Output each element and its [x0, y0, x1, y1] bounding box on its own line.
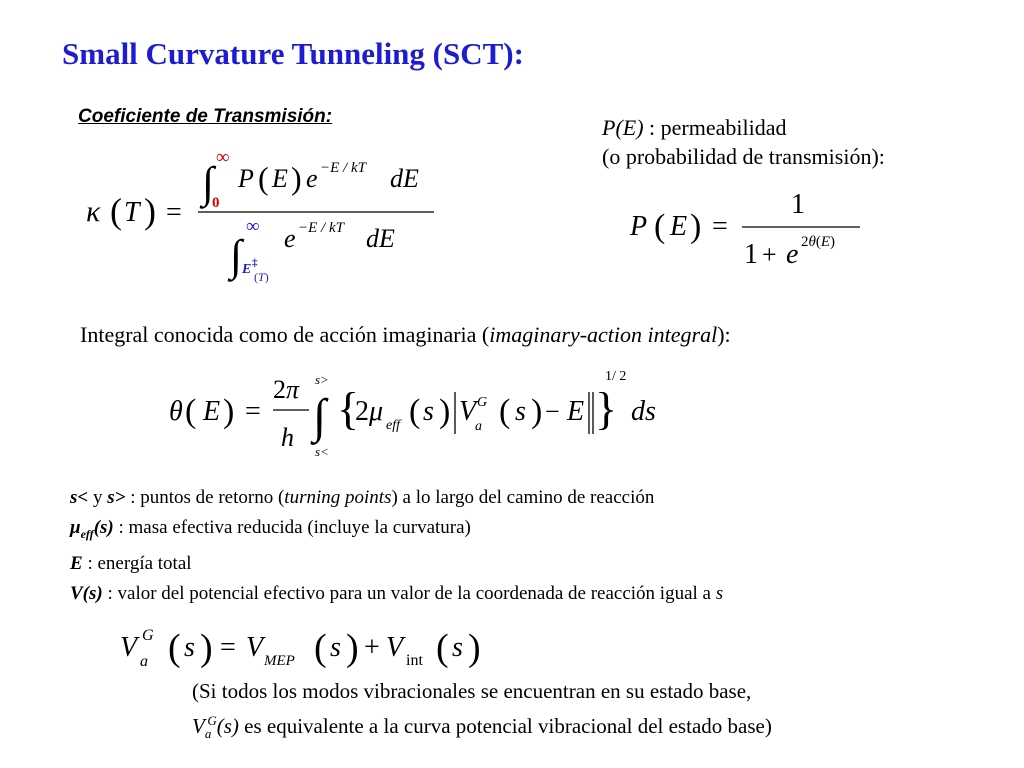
svg-text:s>: s>	[315, 372, 329, 387]
svg-text:): )	[144, 191, 156, 231]
svg-text:=: =	[166, 197, 182, 228]
svg-text:): )	[346, 627, 359, 669]
svg-text:dE: dE	[390, 164, 419, 193]
svg-text:s<: s<	[315, 444, 329, 459]
svg-text:s: s	[184, 632, 195, 663]
svg-text:2θ(E): 2θ(E)	[801, 234, 836, 250]
svg-text:−E / kT: −E / kT	[298, 220, 344, 236]
svg-text:E: E	[670, 211, 688, 242]
svg-text:(: (	[110, 191, 122, 231]
svg-text:(: (	[436, 627, 449, 669]
svg-text:E: E	[272, 164, 288, 193]
svg-text:int: int	[406, 652, 423, 669]
svg-text:a: a	[475, 419, 482, 434]
svg-text:(: (	[185, 393, 197, 430]
svg-text:s: s	[515, 396, 526, 427]
svg-text:−E / kT: −E / kT	[320, 160, 366, 176]
svg-text:e: e	[786, 239, 799, 270]
svg-text:=: =	[220, 632, 236, 663]
svg-text:∫: ∫	[202, 158, 215, 207]
svg-text:∫: ∫	[313, 390, 327, 443]
svg-text:∞: ∞	[246, 216, 260, 237]
svg-text:(: (	[258, 160, 269, 196]
integral-english-name: imaginary-action integral	[489, 322, 718, 347]
svg-text:{: {	[337, 383, 360, 434]
svg-text:s: s	[423, 396, 434, 427]
svg-text:): )	[439, 393, 451, 430]
svg-text:): )	[291, 160, 302, 196]
equation-adiabatic-potential	[118, 618, 498, 676]
svg-text:e: e	[306, 164, 318, 193]
svg-text:(: (	[314, 627, 327, 669]
section-subtitle: Coeficiente de Transmisión:	[78, 106, 333, 127]
svg-text:(: (	[409, 393, 421, 430]
equation-theta	[165, 364, 675, 464]
svg-text:=: =	[245, 396, 261, 427]
svg-text:a: a	[140, 653, 148, 670]
svg-text:P: P	[630, 211, 648, 242]
svg-text:∞: ∞	[216, 147, 230, 168]
svg-text:): )	[468, 627, 481, 669]
svg-text:s: s	[330, 632, 341, 663]
equation-kappa	[80, 145, 460, 295]
definition-energy: E : energía total	[70, 552, 192, 574]
definition-potential: V(s) : valor del potencial efectivo para un valor de la coordenada de reacción igual a s	[70, 582, 724, 604]
svg-text:): )	[200, 627, 213, 669]
svg-text:): )	[690, 208, 702, 245]
svg-text:=: =	[712, 211, 728, 242]
svg-text:ds: ds	[631, 396, 656, 427]
svg-text:0: 0	[212, 195, 220, 211]
svg-text:1/ 2: 1/ 2	[605, 369, 627, 384]
svg-text:E: E	[242, 262, 252, 277]
pe-line2: (o probabilidad de transmisión):	[602, 144, 885, 169]
integral-description: Integral conocida como de acción imaginaria (imaginary-action integral):	[80, 322, 731, 347]
svg-text:s: s	[452, 632, 463, 663]
svg-text:E: E	[203, 396, 221, 427]
footnote	[192, 676, 772, 749]
svg-text:P: P	[238, 164, 254, 193]
svg-text:κ: κ	[86, 195, 101, 228]
permeability-description: P(E) : permeabilidad (o probabilidad de transmisión):	[602, 115, 885, 169]
svg-text:T: T	[124, 197, 140, 228]
definitions-list	[70, 483, 723, 609]
svg-text:E: E	[567, 396, 585, 427]
svg-text:G: G	[142, 627, 154, 644]
svg-text:2π: 2π	[273, 375, 300, 404]
svg-text:V: V	[386, 632, 404, 663]
svg-text:−: −	[545, 397, 560, 426]
svg-text:2μ: 2μ	[355, 396, 384, 427]
svg-text:): )	[531, 393, 543, 430]
svg-text:+: +	[364, 632, 380, 663]
svg-text:(: (	[499, 393, 511, 430]
pe-symbol: P(E)	[602, 115, 644, 140]
svg-text:dE: dE	[366, 224, 395, 253]
equation-permeability	[628, 185, 878, 275]
svg-text:MEP: MEP	[264, 653, 295, 669]
svg-text:V: V	[120, 632, 138, 663]
svg-text:}: }	[595, 383, 618, 434]
svg-text:1: 1	[791, 189, 805, 220]
svg-text:V: V	[246, 632, 264, 663]
svg-text:V: V	[459, 396, 477, 427]
svg-text:e: e	[284, 224, 296, 253]
definition-turning-points: s< y s> : puntos de retorno (turning points) a lo largo del camino de reacción	[70, 487, 655, 508]
svg-text:‡: ‡	[252, 257, 258, 269]
svg-text:G: G	[477, 395, 488, 410]
svg-text:1: 1	[744, 239, 758, 270]
page-title: Small Curvature Tunneling (SCT):	[62, 36, 524, 71]
svg-text:h: h	[281, 423, 294, 452]
footnote-line1: (Si todos los modos vibracionales se encuentran en su estado base,	[192, 679, 752, 703]
svg-text:∫: ∫	[230, 231, 243, 280]
pe-label: permeabilidad	[660, 115, 787, 140]
svg-text:(: (	[168, 627, 181, 669]
footnote-line2: $V_a^G(s)$ es equivalente a la curva potencial vibracional del estado base)	[192, 713, 772, 742]
definition-effective-mass: $\mu_{eff}(s)$ : masa efectiva reducida (incluye la curvatura)	[70, 517, 471, 541]
svg-text:): )	[223, 393, 235, 430]
svg-text:θ: θ	[169, 396, 183, 427]
svg-text:(T): (T)	[254, 270, 269, 284]
svg-text:eff: eff	[386, 418, 400, 433]
svg-text:+: +	[762, 240, 777, 269]
svg-text:(: (	[654, 208, 666, 245]
